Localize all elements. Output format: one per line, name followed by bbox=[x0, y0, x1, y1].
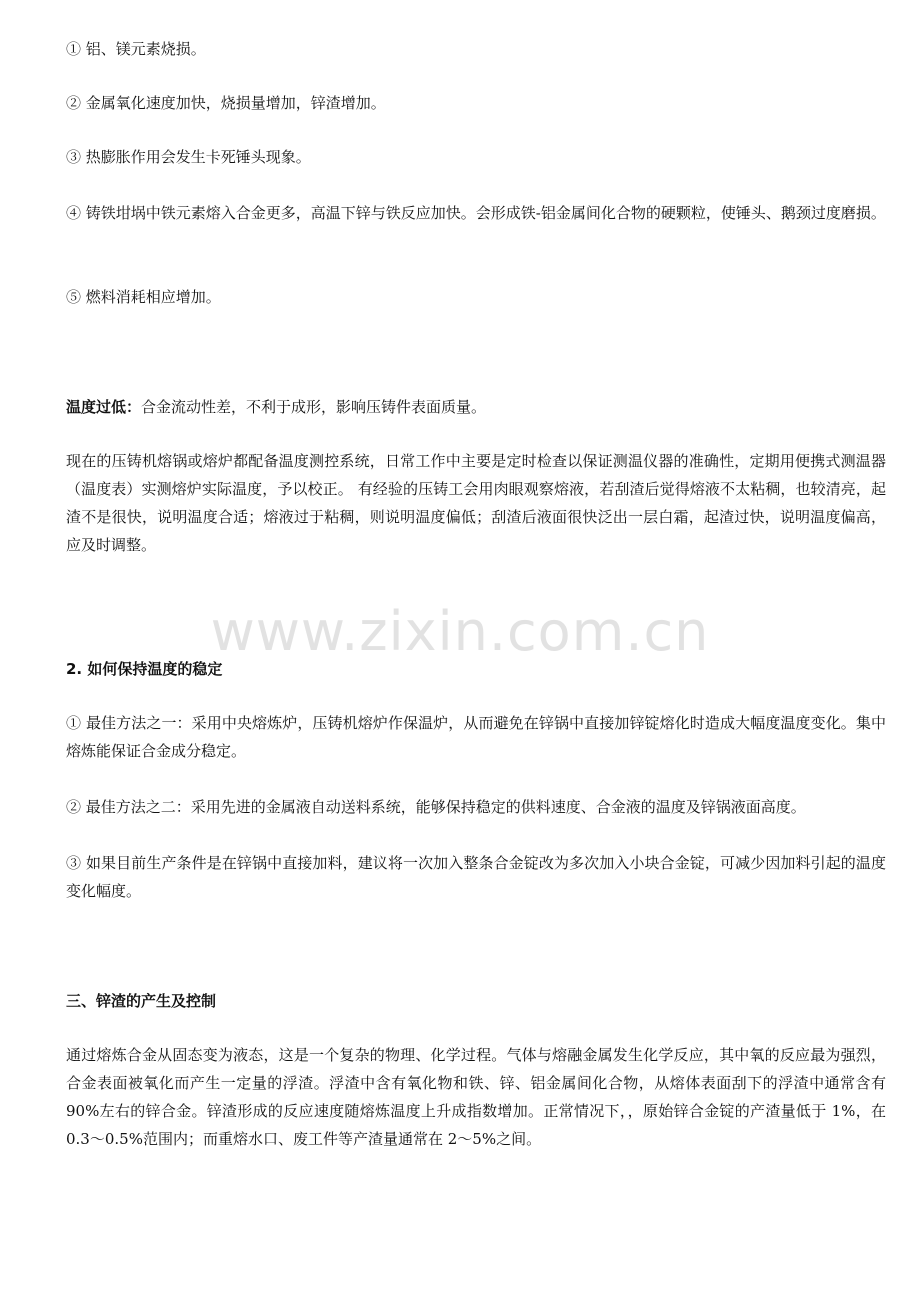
list-item-3: ③ 热膨胀作用会发生卡死锤头现象。 bbox=[66, 148, 311, 166]
list-item-2: ② 金属氧化速度加快，烧损量增加，锌渣增加。 bbox=[66, 94, 386, 112]
low-temperature-label: 温度过低： bbox=[66, 398, 142, 416]
list-item-1: ① 铝、镁元素烧损。 bbox=[66, 40, 206, 58]
body-paragraph-measurement: 现在的压铸机熔锅或熔炉都配备温度测控系统，日常工作中主要是定时检查以保证测温仪器的准确性，定期用便携式测温器（温度表）实测熔炉实际温度，予以校正。 有经验的压铸工会用肉眼观察熔液，若刮渣后觉得熔液不太粘稠，也较清亮，起渣不是很快，说明温度合适；熔液过于粘稠，则说明温度偏低；刮渣后液面很快泛出一层白霜，起渣过快，说明温度偏高，应及时调整。 bbox=[66, 452, 886, 554]
body-paragraph-zinc-dross: 通过熔炼合金从固态变为液态，这是一个复杂的物理、化学过程。气体与熔融金属发生化学反应，其中氧的反应最为强烈，合金表面被氧化而产生一定量的浮渣。浮渣中含有氧化物和铁、锌、铝金属间化合物，从熔体表面刮下的浮渣中通常含有 90%左右的锌合金。锌渣形成的反应速度随熔炼温度上升成指数增加。正常情况下，，原始锌合金锭的产渣量低于 1%，在 0.3～0.5%范围内；而重熔水口、废工件等产渣量通常在 2～5%之间。 bbox=[66, 1046, 886, 1148]
section-heading-3: 三、锌渣的产生及控制 bbox=[66, 992, 217, 1010]
list-item-4: ④ 铸铁坩埚中铁元素熔入合金更多，高温下锌与铁反应加快。会形成铁-铝金属间化合物的硬颗粒，使锤头、鹅颈过度磨损。 bbox=[66, 204, 886, 222]
low-temperature-paragraph bbox=[66, 393, 886, 421]
low-temperature-text: 合金流动性差，不利于成形，影响压铸件表面质量。 bbox=[141, 398, 487, 416]
list-item-method-3: ③ 如果目前生产条件是在锌锅中直接加料，建议将一次加入整条合金锭改为多次加入小块合金锭，可减少因加料引起的温度变化幅度。 bbox=[66, 854, 886, 900]
section-heading-2: 2. 如何保持温度的稳定 bbox=[66, 660, 223, 678]
list-item-method-2: ② 最佳方法之二：采用先进的金属液自动送料系统，能够保持稳定的供料速度、合金液的温度及锌锅液面高度。 bbox=[66, 798, 806, 816]
list-item-5: ⑤ 燃料消耗相应增加。 bbox=[66, 288, 221, 306]
list-item-method-1: ① 最佳方法之一：采用中央熔炼炉，压铸机熔炉作保温炉，从而避免在锌锅中直接加锌锭熔化时造成大幅度温度变化。集中熔炼能保证合金成分稳定。 bbox=[66, 714, 886, 760]
watermark: www.zixin.com.cn bbox=[210, 600, 710, 663]
